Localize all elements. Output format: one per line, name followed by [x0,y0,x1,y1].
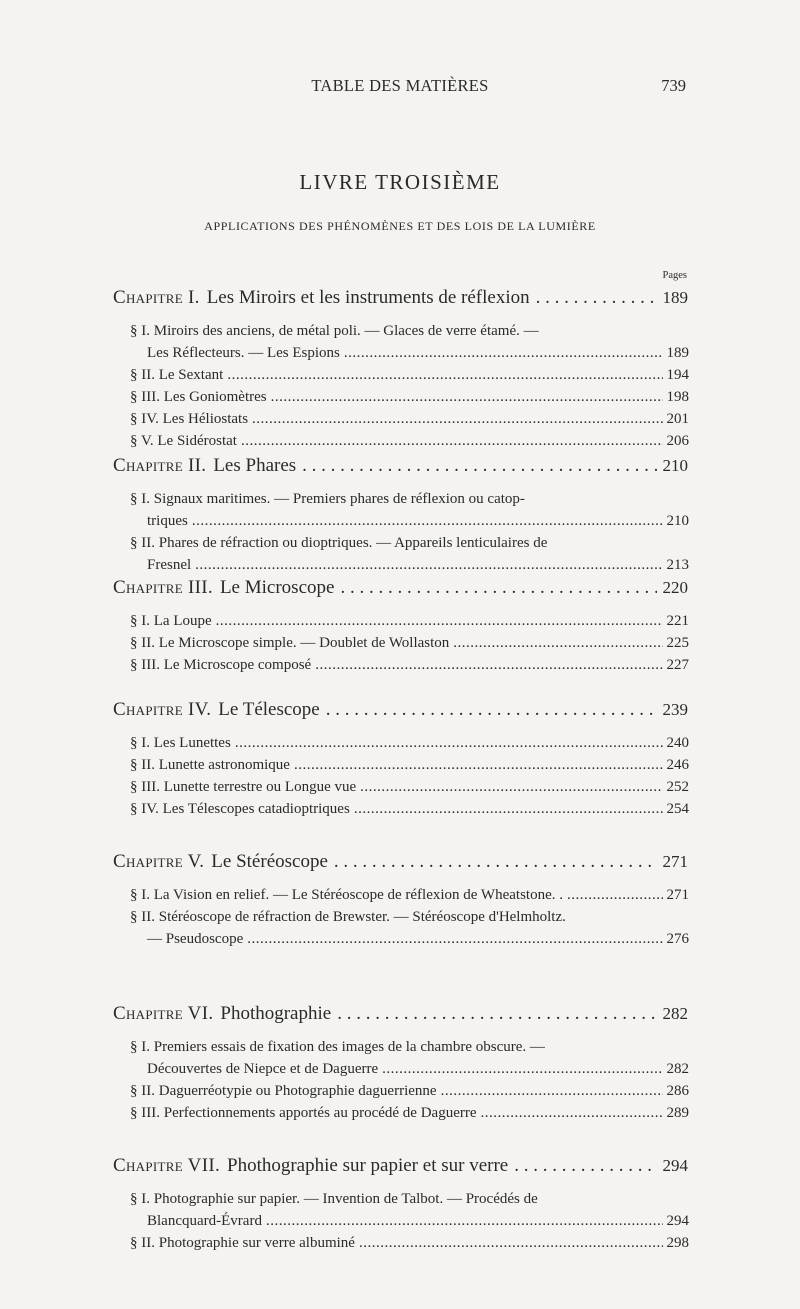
section-page: 194 [666,367,689,383]
section-line [130,1102,689,1124]
leader-dots [247,928,662,950]
leader-dots [481,1102,663,1124]
section-text: § III. Les Goniomètres [130,389,267,405]
section-entry [130,632,689,654]
leader-dots [354,798,663,820]
leader-dots [514,1155,656,1177]
section-text: § I. La Vision en relief. — Le Stéréoscope de réflexion de Wheatstone. . [130,887,563,903]
section-text: § III. Lunette terrestre ou Longue vue [130,779,357,795]
section-text: § IV. Les Télescopes catadioptriques [130,801,350,817]
section-line [130,732,689,754]
section-page: 227 [666,657,689,673]
section-line [130,610,689,632]
chapter-label: Chapitre VII. [113,1155,220,1176]
pages-column-label: Pages [662,270,687,281]
section-text: triques [147,513,188,529]
chapter-heading [113,287,688,311]
chapter-heading [113,851,688,875]
running-head [0,76,800,100]
section-page: 240 [666,735,689,751]
leader-dots [536,287,657,309]
section-entry [130,884,689,906]
leader-dots [567,884,663,906]
section-line [130,1080,689,1102]
section-page: 294 [666,1213,689,1229]
section-text: § I. Les Lunettes [130,735,231,751]
section-line [130,798,689,820]
book-title: LIVRE TROISIÈME [299,170,501,194]
leader-dots [360,776,662,798]
chapter-heading [113,1155,688,1179]
chapter-title: Les Phares [213,455,297,476]
leader-dots [235,732,663,754]
section-line [130,776,689,798]
section-page: 246 [666,757,689,773]
section-line [130,430,689,452]
section-line [130,754,689,776]
section-line [130,510,689,532]
section-entry [130,364,689,386]
section-page: 271 [666,887,689,903]
section-entry [130,1080,689,1102]
section-line [130,554,689,576]
leader-dots [441,1080,663,1102]
section-text: § III. Perfectionnements apportés au procédé de Daguerre [130,1105,477,1121]
section-line [130,928,689,950]
section-line [130,654,689,676]
section-page: 252 [666,779,689,795]
section-text: § II. Stéréoscope de réfraction de Brewster. — Stéréoscope d'Helmholtz. [130,909,566,925]
section-text: § II. Lunette astronomique [130,757,290,773]
section-entry [130,430,689,452]
section-line [130,342,689,364]
leader-dots [453,632,662,654]
leader-dots [294,754,663,776]
section-text: § I. Miroirs des anciens, de métal poli. — Glaces de verre étamé. — [130,323,539,339]
section-text: § I. La Loupe [130,613,212,629]
leader-dots [241,430,663,452]
section-page: 210 [666,513,689,529]
section-line [130,632,689,654]
running-title: TABLE DES MATIÈRES [311,76,489,95]
chapter-page: 220 [662,578,688,597]
chapter-label: Chapitre IV. [113,699,212,720]
section-line [130,1232,689,1254]
section-page: 189 [666,345,689,361]
section-entry [130,754,689,776]
section-entry [130,488,689,532]
page-number: 739 [661,76,686,95]
section-text: § II. Phares de réfraction ou dioptriques. — Appareils lenticulaires de [130,535,548,551]
leader-dots [326,699,657,721]
section-page: 206 [666,433,689,449]
chapter-label: Chapitre I. [113,287,200,308]
section-page: 225 [666,635,689,651]
leader-dots [359,1232,663,1254]
section-entry [130,408,689,430]
chapter-page: 294 [662,1156,688,1175]
leader-dots [382,1058,662,1080]
leader-dots [266,1210,663,1232]
section-line [130,1210,689,1232]
section-text: — Pseudoscope [147,931,244,947]
section-entry [130,1102,689,1124]
chapter-page: 189 [662,288,688,307]
chapter-title: Le Stéréoscope [211,851,328,872]
section-page: 298 [666,1235,689,1251]
section-entry [130,732,689,754]
section-line [130,408,689,430]
section-page: 198 [666,389,689,405]
section-page: 254 [666,801,689,817]
leader-dots [344,342,663,364]
chapter-title: Le Télescope [218,699,320,720]
leader-dots [337,1003,656,1025]
chapter-page: 239 [662,700,688,719]
section-entry [130,776,689,798]
chapter-page: 282 [662,1004,688,1023]
section-entry [130,1036,689,1080]
section-line [130,884,689,906]
section-line [130,1058,689,1080]
section-text: § II. Photographie sur verre albuminé [130,1235,355,1251]
leader-dots [340,577,656,599]
leader-dots [227,364,662,386]
section-entry [130,1188,689,1232]
chapter-label: Chapitre II. [113,455,207,476]
chapter-heading [113,455,688,479]
section-text: § I. Premiers essais de fixation des images de la chambre obscure. — [130,1039,545,1055]
section-page: 221 [666,613,689,629]
section-line [130,386,689,408]
leader-dots [252,408,662,430]
chapter-title: Phothographie sur papier et sur verre [227,1155,509,1176]
chapter-title: Phothographie [220,1003,332,1024]
chapter-title: Le Microscope [219,577,335,598]
leader-dots [216,610,663,632]
section-page: 276 [666,931,689,947]
section-text: Blancquard-Évrard [147,1213,262,1229]
section-text: § I. Photographie sur papier. — Invention de Talbot. — Procédés de [130,1191,538,1207]
leader-dots [315,654,662,676]
chapter-title: Les Miroirs et les instruments de réflexion [206,287,530,308]
leader-dots [302,455,656,477]
section-entry [130,320,689,364]
chapter-label: Chapitre V. [113,851,205,872]
section-text: § II. Le Sextant [130,367,224,383]
chapter-label: Chapitre III. [113,577,213,598]
section-page: 289 [666,1105,689,1121]
section-page: 213 [666,557,689,573]
section-entry [130,386,689,408]
chapter-heading [113,1003,688,1027]
leader-dots [192,510,663,532]
leader-dots [334,851,657,873]
book-subtitle: APPLICATIONS DES PHÉNOMÈNES ET DES LOIS DE LA LUMIÈRE [204,219,596,233]
leader-dots [195,554,662,576]
section-text: Fresnel [147,557,192,573]
chapter-label: Chapitre VI. [113,1003,214,1024]
section-text: Découvertes de Niepce et de Daguerre [147,1061,379,1077]
section-page: 282 [666,1061,689,1077]
section-text: § IV. Les Héliostats [130,411,249,427]
section-entry [130,654,689,676]
section-line [130,364,689,386]
section-text: § II. Daguerréotypie ou Photographie daguerrienne [130,1083,437,1099]
section-entry [130,532,689,576]
leader-dots [271,386,663,408]
chapter-page: 210 [662,456,688,475]
section-entry [130,906,689,950]
section-entry [130,610,689,632]
section-text: Les Réflecteurs. — Les Espions [147,345,340,361]
section-page: 201 [666,411,689,427]
section-text: § II. Le Microscope simple. — Doublet de Wollaston [130,635,450,651]
section-text: § I. Signaux maritimes. — Premiers phares de réflexion ou catop- [130,491,525,507]
section-entry [130,798,689,820]
chapter-heading [113,577,688,601]
chapter-heading [113,699,688,723]
chapter-page: 271 [662,852,688,871]
section-text: § III. Le Microscope composé [130,657,312,673]
section-text: § V. Le Sidérostat [130,433,237,449]
section-entry [130,1232,689,1254]
section-page: 286 [666,1083,689,1099]
